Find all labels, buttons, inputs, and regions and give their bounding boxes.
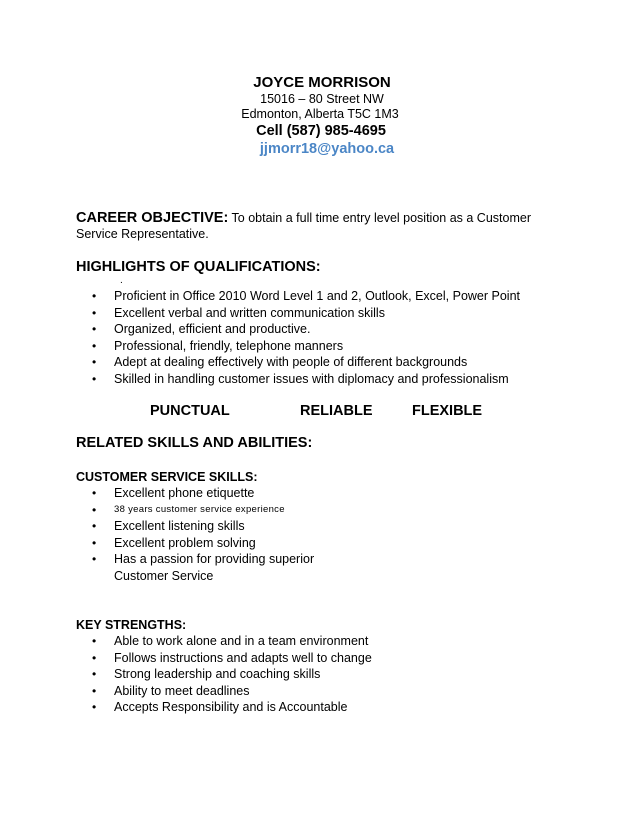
key-strengths-list [92, 633, 372, 716]
list-item: • Proficient in Office 2010 Word Level 1 and 2, Outlook, Excel, Power Point [92, 289, 521, 303]
stray-marker: . [120, 275, 123, 286]
customer-service-heading: CUSTOMER SERVICE SKILLS: [76, 470, 258, 484]
bullet-icon: • [92, 700, 97, 714]
list-item: • Professional, friendly, telephone manners [92, 338, 344, 353]
list-item: • Organized, efficient and productive. [92, 322, 311, 336]
list-item: • Accepts Responsibility and is Accountable [92, 700, 348, 714]
bullet-icon: • [92, 519, 97, 533]
cell-phone: Cell (587) 985-4695 [256, 123, 386, 139]
bullet-icon: • [92, 371, 97, 386]
bullet-icon: • [92, 502, 97, 517]
list-item: • 38 years customer service experience [92, 502, 285, 517]
list-item: • Has a passion for providing superior [92, 552, 315, 566]
trait-reliable: RELIABLE [300, 403, 373, 419]
bullet-icon: • [92, 535, 97, 550]
bullet-icon: • [92, 486, 97, 500]
address-line-2: Edmonton, Alberta T5C 1M3 [241, 107, 399, 121]
bullet-icon: • [92, 552, 97, 566]
career-objective-label: CAREER OBJECTIVE: [76, 210, 229, 226]
bullet-icon: • [92, 305, 97, 320]
career-objective-text: To obtain a full time entry level position as a Customer Service Representative. [76, 211, 531, 241]
key-strengths-heading: KEY STRENGTHS: [76, 618, 187, 632]
bullet-icon: • [92, 338, 97, 353]
list-item: • Excellent verbal and written communication skills [92, 305, 385, 320]
applicant-name: JOYCE MORRISON [253, 74, 391, 91]
bullet-icon: • [92, 667, 97, 681]
list-item-continuation: Customer Service [114, 568, 214, 583]
contact-header [0, 74, 638, 158]
highlights-list [92, 288, 520, 387]
list-item: • Excellent problem solving [92, 535, 256, 550]
email-address: jjmorr18@yahoo.ca [259, 141, 395, 157]
bullet-icon: • [92, 650, 97, 665]
highlights-heading: HIGHLIGHTS OF QUALIFICATIONS: [76, 259, 321, 275]
list-item: • Strong leadership and coaching skills [92, 667, 321, 681]
bullet-icon: • [92, 634, 97, 648]
career-objective [76, 210, 576, 242]
list-item: • Follows instructions and adapts well to change [92, 650, 372, 665]
address-line-1: 15016 – 80 Street NW [260, 92, 384, 106]
bullet-icon: • [92, 355, 97, 369]
trait-punctual: PUNCTUAL [150, 403, 230, 419]
trait-flexible: FLEXIBLE [412, 403, 483, 419]
list-item: • Skilled in handling customer issues with diplomacy and professionalism [92, 371, 509, 386]
list-item: • Adept at dealing effectively with people of different backgrounds [92, 355, 468, 369]
skills-heading: RELATED SKILLS AND ABILITIES: [76, 435, 313, 451]
list-item: • Ability to meet deadlines [92, 683, 250, 698]
list-item: • Excellent phone etiquette [92, 486, 255, 500]
bullet-icon: • [92, 683, 97, 698]
customer-service-list [92, 485, 314, 584]
bullet-icon: • [92, 322, 97, 336]
list-item: • Able to work alone and in a team environment [92, 634, 369, 648]
list-item: • Excellent listening skills [92, 519, 245, 533]
bullet-icon: • [92, 289, 97, 303]
